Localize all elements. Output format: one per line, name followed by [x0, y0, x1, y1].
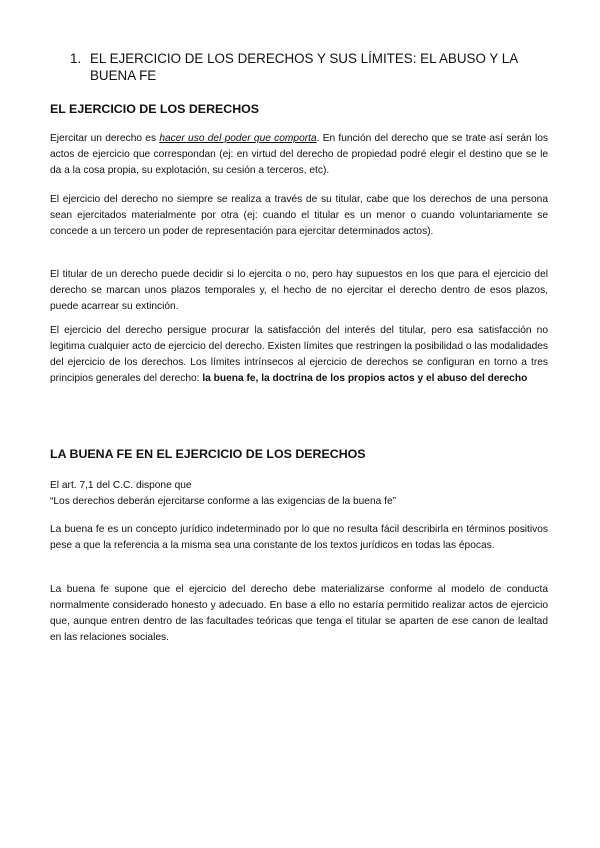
p1-emphasis: hacer uso del poder que comporta [159, 133, 317, 144]
p4-text: El ejercicio del derecho persigue procurar la satisfacción del interés del titular, pero esa satisfacción no legitima cualquier acto de ejercicio del derecho. Existen límites que restringen la posibilidad o las modalidades del ejercicio de los derechos. Los límites intrínsecos al ejercicio de derechos se configuran en torno a tres principios generales del derecho: [50, 325, 548, 384]
section2-paragraph-3: La buena fe supone que el ejercicio del derecho debe materializarse conforme al modelo de conducta normalmente considerado honesto y adecuado. En base a ello no estaría permitido realizar actos de ejercicio que, aunque entren dentro de las facultades teóricas que tenga el titular se aparten de ese canon de lealtad en las relaciones sociales. [50, 584, 548, 643]
section1-paragraph-4 [50, 323, 548, 387]
section2-paragraph-1 [50, 478, 548, 510]
title-text: EL EJERCICIO DE LOS DERECHOS Y SUS LÍMITES: EL ABUSO Y LA BUENA FE [90, 51, 518, 83]
p1-line-2: “Los derechos deberán ejercitarse conforme a las exigencias de la buena fe” [50, 496, 397, 507]
section2-paragraph-2: La buena fe es un concepto jurídico indeterminado por lo que no resulta fácil describirla en términos positivos pese a que la referencia a la misma sea una constante de los textos jurídicos en todas las épocas. [50, 524, 548, 551]
section1-paragraph-3: El titular de un derecho puede decidir si lo ejercita o no, pero hay supuestos en los que para el ejercicio del derecho se marcan unos plazos temporales y, el hecho de no ejercitar el derecho dentro de esos plazos, puede acarrear su extinción. [50, 269, 548, 312]
p1-line-1: El art. 7,1 del C.C. dispone que [50, 480, 192, 491]
section2-heading: LA BUENA FE EN EL EJERCICIO DE LOS DERECHOS [50, 447, 366, 461]
p1-after: . En función del derecho que se trate así serán los actos de ejercicio que correspondan (ej: en virtud del derecho de propiedad podré elegir el destino que se le da a la cosa propia, su explotación, su cesión a terceros, etc). [50, 133, 548, 176]
document-title [70, 50, 540, 84]
section1-paragraph-1 [50, 131, 548, 179]
section1-heading: EL EJERCICIO DE LOS DERECHOS [50, 102, 260, 116]
title-number: 1. [70, 51, 82, 66]
p1-before: Ejercitar un derecho es [50, 133, 160, 144]
section1-paragraph-2: El ejercicio del derecho no siempre se realiza a través de su titular, cabe que los derechos de una persona sean ejercitados materialmente por otra (ej: cuando el titular es un menor o cuando voluntariamente se concede a un tercero un poder de representación para ejercitar determinados actos). [50, 194, 548, 237]
p4-bold: la buena fe, la doctrina de los propios actos y el abuso del derecho [202, 373, 528, 384]
